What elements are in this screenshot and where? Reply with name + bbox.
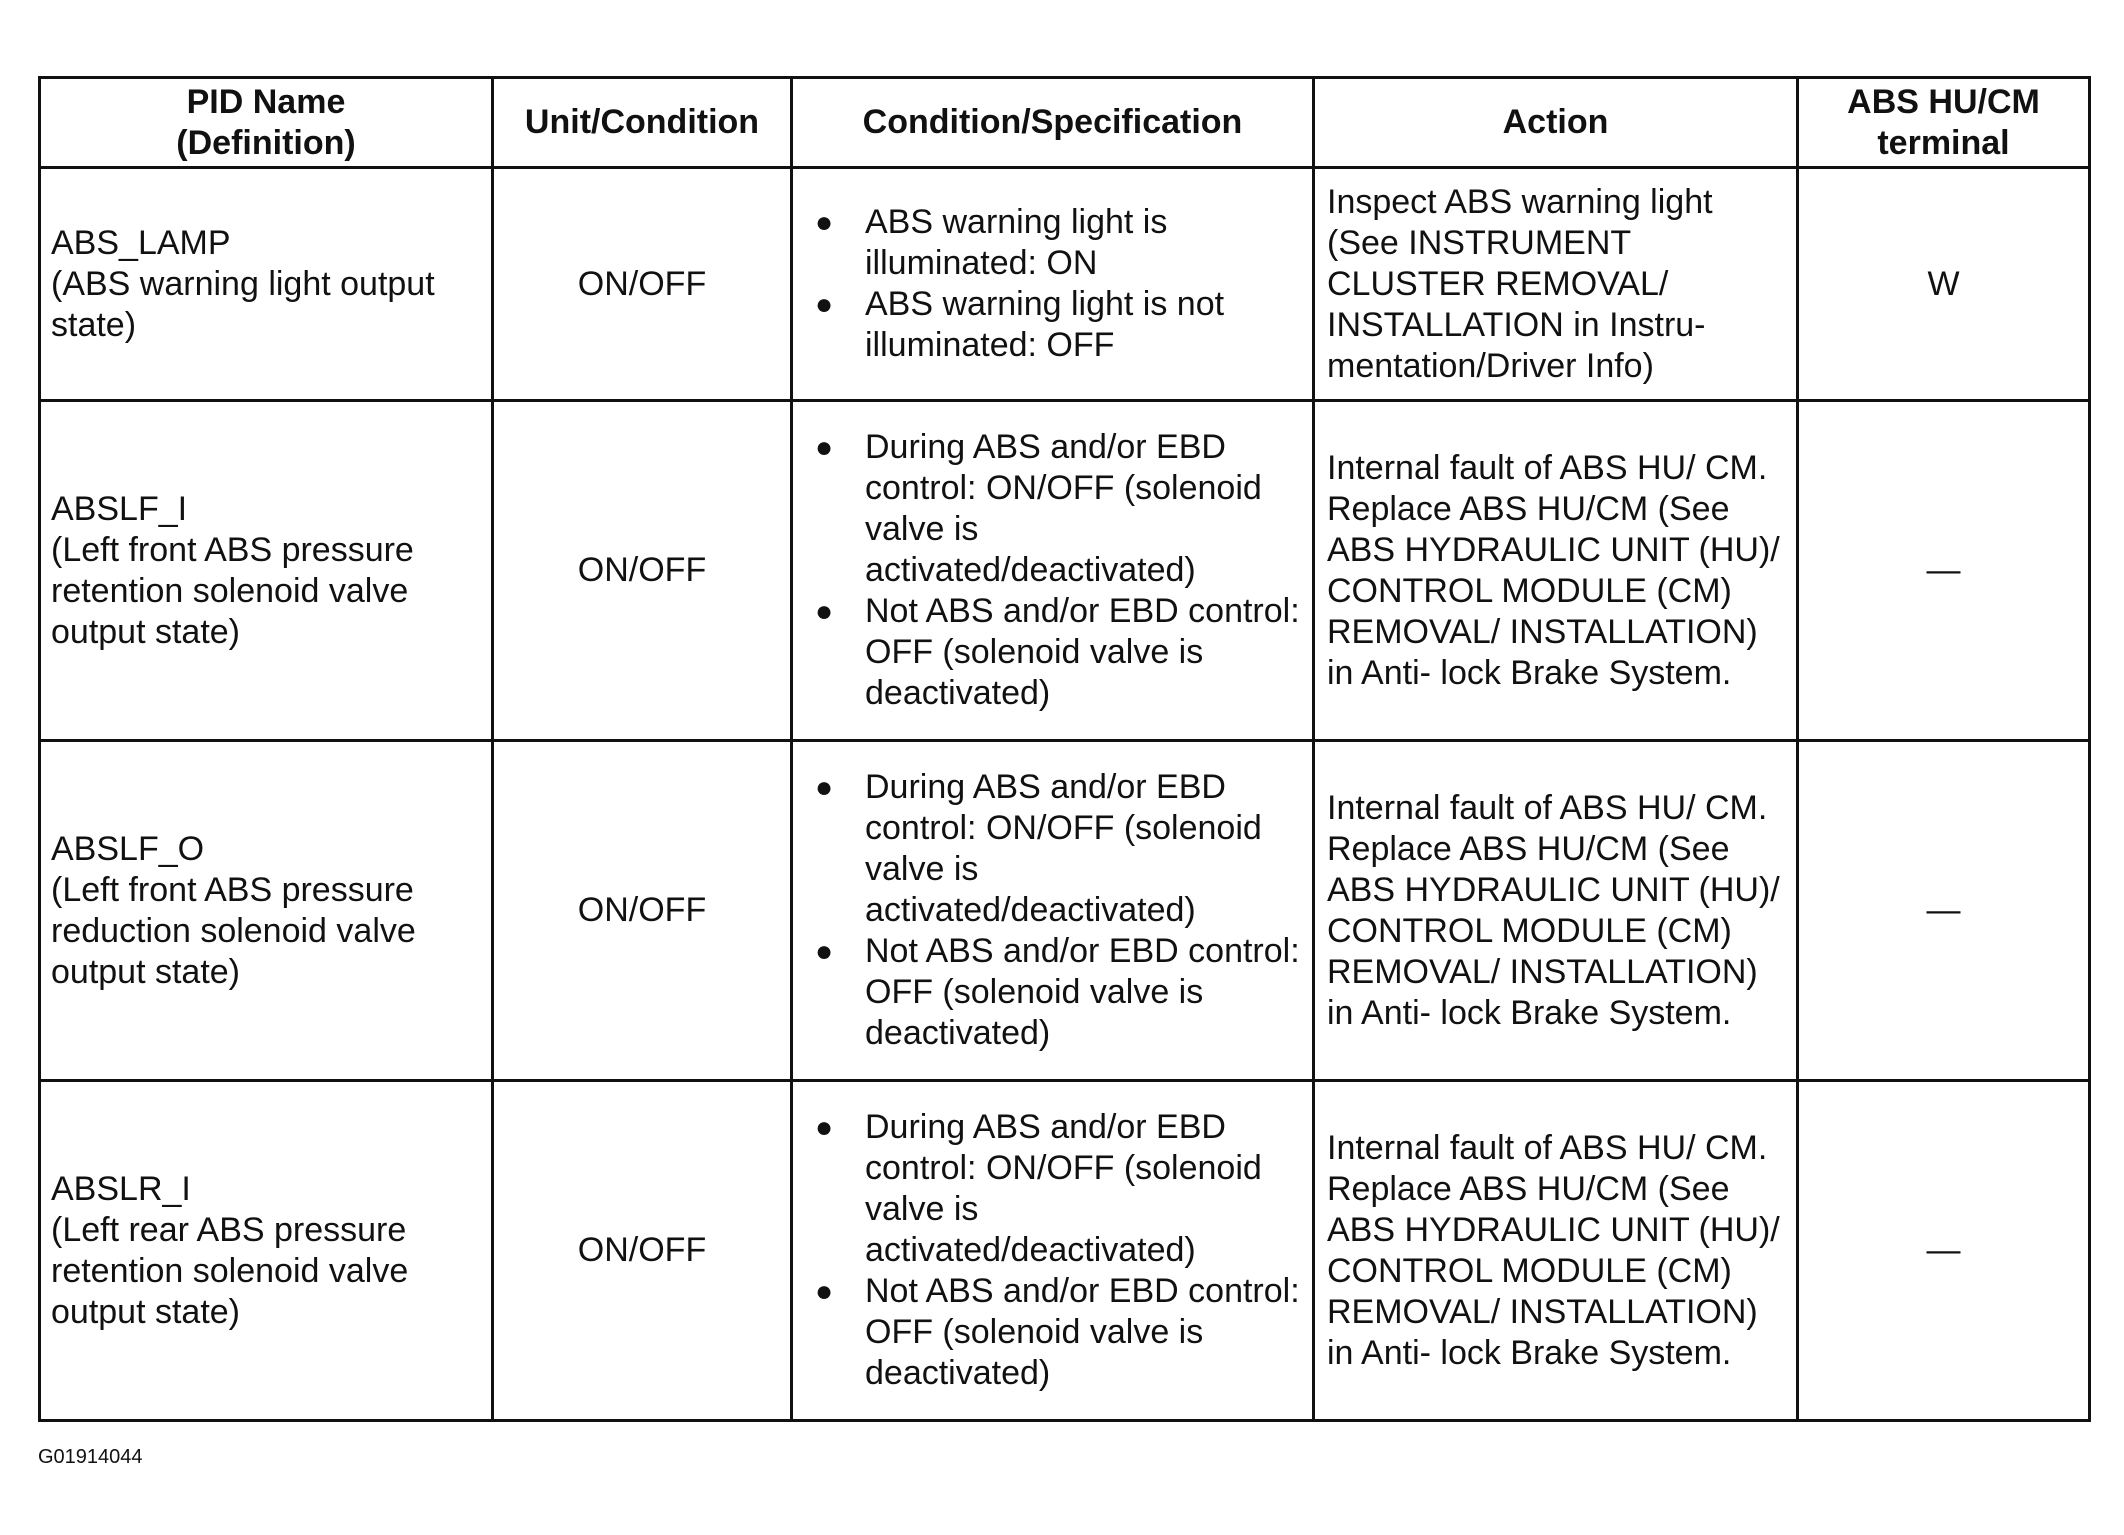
- pid-definition: (Left front ABS pressure retention solenoid valve output state): [51, 530, 414, 651]
- unit-cell: ON/OFF: [493, 401, 792, 741]
- table-row: [40, 1081, 2090, 1421]
- bullet-icon: ●: [815, 771, 834, 804]
- header-unit: Unit/Condition: [493, 78, 792, 168]
- header-terminal: [1798, 78, 2090, 168]
- condition-text: ABS warning light is not illuminated: OFF: [865, 285, 1225, 364]
- condition-item: [815, 767, 1306, 931]
- condition-text: Not ABS and/or EBD control: OFF (solenoid valve is deactivated): [865, 932, 1300, 1052]
- pid-cell: [40, 401, 493, 741]
- condition-text: ABS warning light is illuminated: ON: [865, 203, 1168, 282]
- action-cell: Internal fault of ABS HU/ CM. Replace ABS HU/CM (See ABS HYDRAULIC UNIT (HU)/ CONTROL MODULE (CM) REMOVAL/ INSTALLATION) in Anti- lock Brake System.: [1314, 401, 1798, 741]
- bullet-icon: ●: [815, 595, 834, 628]
- condition-text: Not ABS and/or EBD control: OFF (solenoid valve is deactivated): [865, 592, 1300, 712]
- action-cell: Internal fault of ABS HU/ CM. Replace ABS HU/CM (See ABS HYDRAULIC UNIT (HU)/ CONTROL MODULE (CM) REMOVAL/ INSTALLATION) in Anti- lock Brake System.: [1314, 741, 1798, 1081]
- table-row: [40, 741, 2090, 1081]
- header-row: [40, 78, 2090, 168]
- condition-item: [815, 931, 1306, 1054]
- header-pid-line1: PID Name: [186, 82, 346, 121]
- condition-list: [793, 767, 1306, 1054]
- condition-list: [793, 1107, 1306, 1394]
- pid-name: ABS_LAMP: [51, 223, 231, 262]
- condition-item: [815, 284, 1306, 366]
- condition-item: [815, 1271, 1306, 1394]
- pid-definition: (ABS warning light output state): [51, 264, 435, 344]
- table-row: [40, 401, 2090, 741]
- action-cell: Internal fault of ABS HU/ CM. Replace ABS HU/CM (See ABS HYDRAULIC UNIT (HU)/ CONTROL MODULE (CM) REMOVAL/ INSTALLATION) in Anti- lock Brake System.: [1314, 1081, 1798, 1421]
- terminal-cell: —: [1798, 741, 2090, 1081]
- condition-item: [815, 1107, 1306, 1271]
- terminal-cell: W: [1798, 168, 2090, 401]
- pid-name: ABSLF_O: [51, 829, 205, 868]
- header-action: Action: [1314, 78, 1798, 168]
- pid-cell: [40, 168, 493, 401]
- pid-cell: [40, 1081, 493, 1421]
- header-terminal-line2: terminal: [1877, 123, 2010, 162]
- pid-definition: (Left front ABS pressure reduction solenoid valve output state): [51, 870, 416, 991]
- pid-definition: (Left rear ABS pressure retention solenoid valve output state): [51, 1210, 409, 1331]
- condition-cell: [792, 1081, 1314, 1421]
- bullet-icon: ●: [815, 935, 834, 968]
- bullet-icon: ●: [815, 431, 834, 464]
- unit-cell: ON/OFF: [493, 168, 792, 401]
- pid-name: ABSLR_I: [51, 1169, 191, 1208]
- condition-list: [793, 427, 1306, 714]
- condition-text: Not ABS and/or EBD control: OFF (solenoid valve is deactivated): [865, 1272, 1300, 1392]
- condition-list: [793, 202, 1306, 366]
- condition-text: During ABS and/or EBD control: ON/OFF (solenoid valve is activated/deactivated): [865, 428, 1262, 589]
- action-cell: Inspect ABS warning light (See INSTRUMENT CLUSTER REMOVAL/ INSTALLATION in Instru- mentation/Driver Info): [1314, 168, 1798, 401]
- header-pid: [40, 78, 493, 168]
- terminal-cell: —: [1798, 1081, 2090, 1421]
- bullet-icon: ●: [815, 288, 834, 321]
- header-terminal-line1: ABS HU/CM: [1847, 82, 2040, 121]
- condition-cell: [792, 168, 1314, 401]
- condition-item: [815, 427, 1306, 591]
- condition-cell: [792, 401, 1314, 741]
- pid-table: [38, 76, 2091, 1422]
- unit-cell: ON/OFF: [493, 1081, 792, 1421]
- bullet-icon: ●: [815, 1275, 834, 1308]
- bullet-icon: ●: [815, 1111, 834, 1144]
- terminal-cell: —: [1798, 401, 2090, 741]
- condition-text: During ABS and/or EBD control: ON/OFF (solenoid valve is activated/deactivated): [865, 768, 1262, 929]
- unit-cell: ON/OFF: [493, 741, 792, 1081]
- table-row: [40, 168, 2090, 401]
- condition-item: [815, 202, 1306, 284]
- figure-id: G01914044: [38, 1446, 143, 1468]
- header-pid-line2: (Definition): [176, 123, 356, 162]
- pid-cell: [40, 741, 493, 1081]
- condition-item: [815, 591, 1306, 714]
- condition-cell: [792, 741, 1314, 1081]
- bullet-icon: ●: [815, 206, 834, 239]
- header-condition: Condition/Specification: [792, 78, 1314, 168]
- condition-text: During ABS and/or EBD control: ON/OFF (solenoid valve is activated/deactivated): [865, 1108, 1262, 1269]
- pid-name: ABSLF_I: [51, 489, 188, 528]
